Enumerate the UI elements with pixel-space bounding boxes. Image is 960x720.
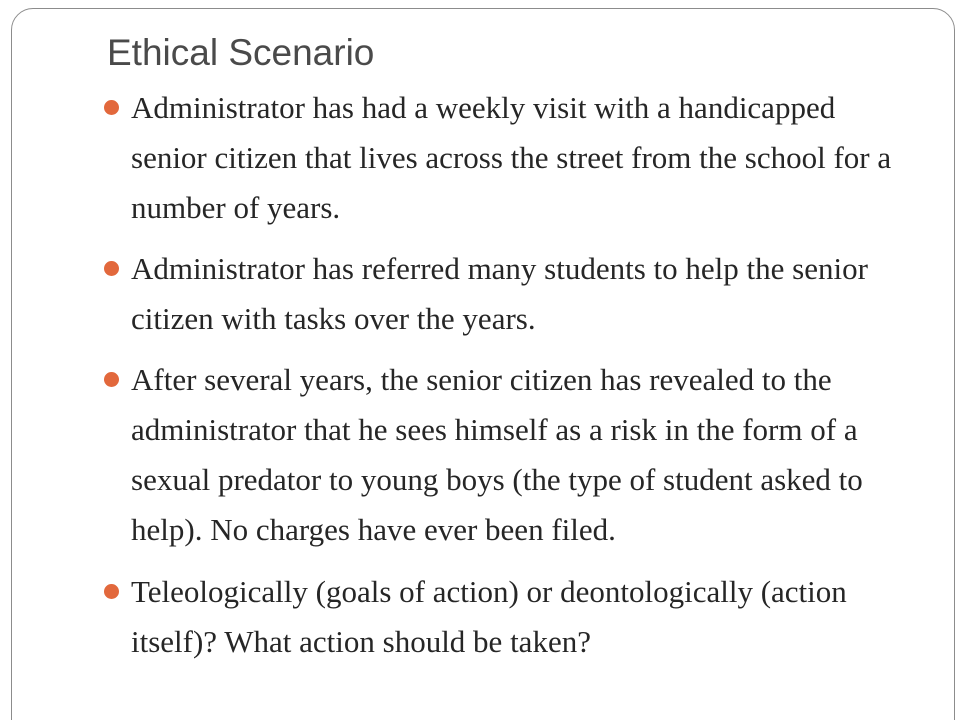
bullet-text: Teleologically (goals of action) or deontologically (action itself)? What action should be taken?: [131, 574, 847, 659]
bullet-text: Administrator has had a weekly visit with a handicapped senior citizen that lives across the street from the school for a number of years.: [131, 90, 892, 225]
bullet-list: [100, 83, 912, 678]
bullet-text: After several years, the senior citizen has revealed to the administrator that he sees himself as a risk in the form of a sexual predator to young boys (the type of student asked to help). No charges have ever been filed.: [131, 362, 863, 547]
bullet-dot-icon: [104, 261, 119, 276]
bullet-dot-icon: [104, 372, 119, 387]
bullet-item: [100, 355, 912, 555]
bullet-item: [100, 567, 912, 667]
bullet-dot-icon: [104, 584, 119, 599]
bullet-item: [100, 244, 912, 344]
bullet-text: Administrator has referred many students to help the senior citizen with tasks over the years.: [131, 251, 868, 336]
slide-title: Ethical Scenario: [107, 32, 375, 73]
bullet-dot-icon: [104, 100, 119, 115]
bullet-item: [100, 83, 912, 233]
